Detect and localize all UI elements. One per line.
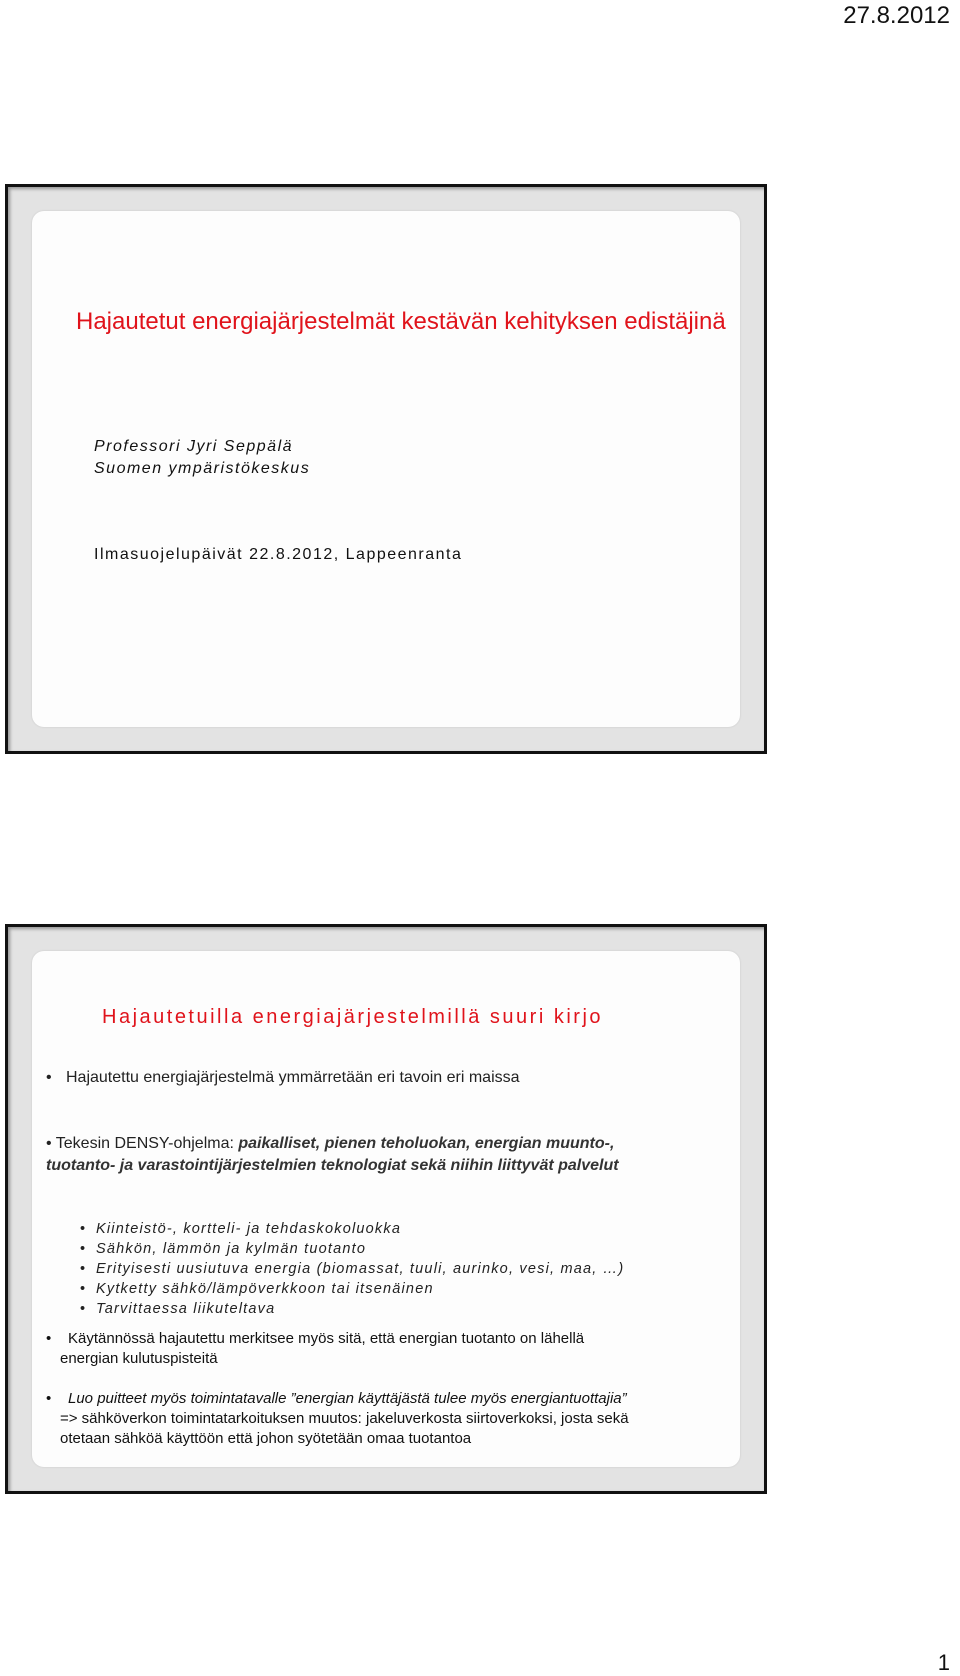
author-organization: Suomen ympäristökeskus bbox=[94, 460, 311, 477]
sub-bullet-list bbox=[80, 1219, 624, 1319]
sub-bullet-item: • Erityisesti uusiutuva energia (biomassat, tuuli, aurinko, vesi, maa, …) bbox=[80, 1259, 624, 1279]
slide-2-heading: Hajautetuilla energiajärjestelmillä suuri kirjo bbox=[102, 1006, 604, 1028]
slide-1 bbox=[5, 184, 767, 754]
bullet-dot-icon: • bbox=[46, 1390, 52, 1407]
sub-bullet-item: • Sähkön, lämmön ja kylmän tuotanto bbox=[80, 1239, 624, 1259]
slide-2-content bbox=[32, 951, 740, 1467]
slide-1-title: Hajautetut energiajärjestelmät kestävän kehityksen edistäjinä bbox=[76, 308, 726, 335]
page-date: 27.8.2012 bbox=[843, 2, 950, 29]
page-number: 1 bbox=[937, 1650, 950, 1675]
bullet-2 bbox=[46, 1133, 656, 1177]
bullet-2-prefix: Tekesin DENSY-ohjelma: bbox=[55, 1135, 239, 1152]
bullet-dot-icon: • bbox=[46, 1069, 52, 1086]
bullet-4 bbox=[46, 1389, 686, 1449]
author-name: Professori Jyri Seppälä bbox=[94, 438, 294, 455]
bullet-3-line-1: Käytännössä hajautettu merkitsee myös sitä, että energian tuotanto on lähellä bbox=[68, 1330, 585, 1347]
bullet-dot-icon: • bbox=[46, 1135, 56, 1152]
bullet-3 bbox=[46, 1329, 666, 1369]
bullet-4-line-2: => sähköverkon toimintatarkoituksen muutos: jakeluverkosta siirtoverkoksi, josta sekä bbox=[60, 1410, 629, 1427]
bullet-1-text: Hajautettu energiajärjestelmä ymmärretään eri tavoin eri maissa bbox=[66, 1069, 520, 1086]
bullet-4-line-1: Luo puitteet myös toimintatavalle ”energian käyttäjästä tulee myös energiantuottajia” bbox=[68, 1390, 627, 1407]
slide-1-author bbox=[94, 436, 310, 480]
sub-bullet-item: • Kytketty sähkö/lämpöverkkoon tai itsenäinen bbox=[80, 1279, 624, 1299]
slide-1-event: Ilmasuojelupäivät 22.8.2012, Lappeenranta bbox=[94, 546, 463, 563]
bullet-dot-icon: • bbox=[46, 1330, 52, 1347]
bullet-1 bbox=[46, 1069, 520, 1087]
bullet-2-emphasis: paikalliset, pienen teholuokan, energian muunto-, tuotanto- ja varastointijärjestelmien teknologiat sekä niihin liittyvät palvelut bbox=[46, 1135, 619, 1174]
bullet-4-line-3: otetaan sähköä käyttöön että johon syötetään omaa tuotantoa bbox=[60, 1430, 472, 1447]
slide-2 bbox=[5, 924, 767, 1494]
slide-1-content bbox=[32, 211, 740, 727]
bullet-3-line-2: energian kulutuspisteitä bbox=[60, 1350, 218, 1367]
sub-bullet-item: • Kiinteistö-, kortteli- ja tehdaskokoluokka bbox=[80, 1219, 624, 1239]
sub-bullet-item: • Tarvittaessa liikuteltava bbox=[80, 1299, 624, 1319]
